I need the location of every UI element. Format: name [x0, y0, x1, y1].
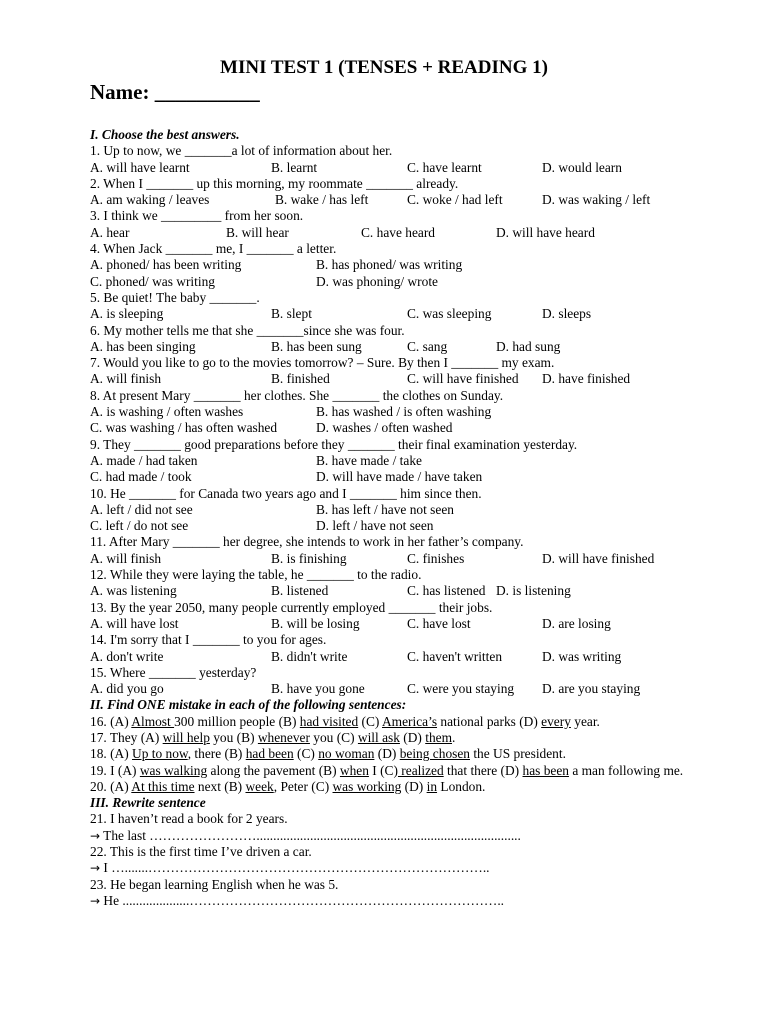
underlined-part-a: will help — [162, 729, 210, 745]
option-b: B. have you gone — [271, 681, 365, 697]
section-heading-choose: I. Choose the best answers. — [90, 127, 240, 142]
option-a: A. made / had taken — [90, 452, 198, 468]
mistake-sentence-17 — [90, 730, 760, 746]
option-c: C. was washing / has often washed — [90, 420, 278, 436]
option-d: D. are you staying — [542, 681, 641, 697]
answer-blank: He ....................…………………………………………………………….. — [103, 892, 505, 908]
option-d: D. washes / often washed — [316, 420, 453, 436]
underlined-part-a: was walking — [139, 762, 208, 778]
rewrite-prompt: 21. I haven’t read a book for 2 years. — [90, 811, 288, 827]
options-row — [90, 225, 760, 241]
sentence-text: you (C) — [309, 729, 358, 745]
option-b: B. listened — [271, 583, 329, 599]
underlined-part-a: At this time — [131, 778, 195, 794]
sentence-text: I (C) — [368, 762, 398, 778]
option-d: D. will have made / have taken — [316, 469, 483, 485]
options-row — [90, 160, 760, 176]
mistake-sentence-18 — [90, 746, 760, 762]
option-b: B. didn't write — [271, 648, 348, 664]
sentence-text: (C) — [358, 713, 382, 729]
test-content — [90, 127, 760, 909]
rewrite-answer-line — [90, 828, 760, 844]
option-a: A. left / did not see — [90, 501, 193, 517]
question-stem: 11. After Mary _______ her degree, she intends to work in her father’s company. — [90, 534, 524, 550]
option-c: C. left / do not see — [90, 518, 189, 534]
sentence-text: (D) — [401, 778, 427, 794]
underlined-part-b: week — [245, 778, 274, 794]
option-a: A. will have learnt — [90, 159, 190, 175]
rewrite-answer-line — [90, 860, 760, 876]
question-stem: 10. He _______ for Canada two years ago and I _______ him since then. — [90, 485, 482, 501]
underlined-part-c: no woman — [318, 746, 375, 762]
option-a: A. is sleeping — [90, 306, 164, 322]
option-d: D. have finished — [542, 371, 631, 387]
question-stem: 4. When Jack _______ me, I _______ a letter. — [90, 241, 337, 257]
answer-blank: The last ……………………............................................................................... — [103, 827, 521, 843]
arrow-right-icon: → — [90, 893, 101, 908]
options-row — [90, 339, 760, 355]
sentence-text: that there (D) — [443, 762, 523, 778]
question-stem: 13. By the year 2050, many people currently employed _______ their jobs. — [90, 599, 493, 615]
option-b: B. has phoned/ was writing — [316, 257, 463, 273]
sentence-text: 16. (A) — [90, 713, 132, 729]
option-a: A. did you go — [90, 681, 164, 697]
underlined-part-b: when — [339, 762, 369, 778]
options-row — [90, 420, 760, 436]
option-b: B. will be losing — [271, 615, 360, 631]
options-row — [90, 453, 760, 469]
option-a: A. will finish — [90, 371, 162, 387]
options-row — [90, 551, 760, 567]
option-b: B. has washed / is often washing — [316, 404, 492, 420]
underlined-part-b: whenever — [257, 729, 310, 745]
options-row — [90, 616, 760, 632]
name-field-label: Name: __________ — [90, 80, 260, 104]
sentence-text: along the pavement (B) — [207, 762, 340, 778]
sentence-text: (D) — [374, 746, 400, 762]
rewrite-prompt: 22. This is the first time I’ve driven a car. — [90, 844, 312, 860]
option-b: B. will hear — [226, 224, 289, 240]
option-b: B. is finishing — [271, 550, 347, 566]
option-c: C. have heard — [361, 224, 435, 240]
sentence-text: 20. (A) — [90, 778, 132, 794]
underlined-part-d: has been — [522, 762, 569, 778]
question-stem: 2. When I _______ up this morning, my roommate _______ already. — [90, 175, 459, 191]
options-row — [90, 404, 760, 420]
sentence-text: next (B) — [194, 778, 246, 794]
rewrite-answer-line — [90, 893, 760, 909]
option-b: B. wake / has left — [275, 192, 369, 208]
underlined-part-d: in — [426, 778, 438, 794]
question-stem: 9. They _______ good preparations before they _______ their final examination yesterday. — [90, 436, 578, 452]
options-row — [90, 583, 760, 599]
underlined-part-d: every — [541, 713, 571, 729]
sentence-text: year. — [570, 713, 600, 729]
option-c: C. was sleeping — [407, 306, 492, 322]
option-c: C. sang — [407, 338, 448, 354]
underlined-part-d: being chosen — [399, 746, 470, 762]
question-stem: 5. Be quiet! The baby _______. — [90, 289, 260, 305]
option-a: A. is washing / often washes — [90, 404, 244, 420]
underlined-part-a: Up to now — [132, 746, 188, 762]
options-row — [90, 371, 760, 387]
option-d: D. was waking / left — [542, 192, 651, 208]
mistake-sentence-16 — [90, 714, 760, 730]
option-d: D. will have heard — [496, 224, 595, 240]
option-b: B. finished — [271, 371, 330, 387]
underlined-part-b: had visited — [299, 713, 359, 729]
option-b: B. learnt — [271, 159, 318, 175]
sentence-text: the US president. — [469, 746, 566, 762]
options-row — [90, 502, 760, 518]
options-row — [90, 274, 760, 290]
option-d: D. sleeps — [542, 306, 592, 322]
option-d: D. left / have not seen — [316, 518, 434, 534]
options-row — [90, 649, 760, 665]
option-c: C. were you staying — [407, 681, 515, 697]
options-row — [90, 518, 760, 534]
sentence-text: , there (B) — [187, 746, 246, 762]
option-c: C. finishes — [407, 550, 465, 566]
mistake-sentence-19 — [90, 763, 760, 779]
sentence-text: (C) — [293, 746, 319, 762]
option-a: A. hear — [90, 224, 130, 240]
sentence-text: , Peter (C) — [273, 778, 333, 794]
sentence-text: (D) — [399, 729, 426, 745]
arrow-right-icon: → — [90, 828, 101, 843]
sentence-text: . — [452, 729, 456, 745]
option-a: A. will finish — [90, 550, 162, 566]
option-c: C. has listened — [407, 583, 486, 599]
underlined-part-c: will ask — [357, 729, 400, 745]
question-stem: 7. Would you like to go to the movies tomorrow? – Sure. By then I _______ my exam. — [90, 355, 555, 371]
option-c: C. woke / had left — [407, 192, 503, 208]
option-b: B. have made / take — [316, 452, 422, 468]
option-c: C. have learnt — [407, 159, 482, 175]
option-a: A. was listening — [90, 583, 177, 599]
question-stem: 1. Up to now, we _______a lot of information about her. — [90, 143, 393, 159]
question-stem: 14. I'm sorry that I _______ to you for ages. — [90, 632, 327, 648]
answer-blank: I ….......………………………………………………………………….. — [103, 860, 490, 876]
option-d: D. was phoning/ wrote — [316, 273, 438, 289]
arrow-right-icon: → — [90, 861, 101, 876]
option-c: C. will have finished — [407, 371, 519, 387]
options-row — [90, 257, 760, 273]
option-d: D. will have finished — [542, 550, 655, 566]
option-b: B. slept — [271, 306, 312, 322]
option-c: C. have lost — [407, 615, 471, 631]
question-stem: 3. I think we _________ from her soon. — [90, 208, 304, 224]
rewrite-prompt: 23. He began learning English when he was 5. — [90, 876, 339, 892]
option-b: B. has left / have not seen — [316, 501, 454, 517]
underlined-part-d: them — [425, 729, 453, 745]
option-a: A. will have lost — [90, 615, 179, 631]
underlined-part-b: had been — [245, 746, 294, 762]
option-d: D. had sung — [496, 338, 561, 354]
option-d: D. would learn — [542, 159, 622, 175]
option-c: C. phoned/ was writing — [90, 273, 215, 289]
page-title: MINI TEST 1 (TENSES + READING 1) — [220, 57, 548, 78]
option-c: C. had made / took — [90, 469, 192, 485]
sentence-text: 19. I (A) — [90, 762, 140, 778]
sentence-text: 18. (A) — [90, 746, 133, 762]
section-heading-find-mistake: II. Find ONE mistake in each of the following sentences: — [90, 697, 407, 713]
sentence-text: you (B) — [209, 729, 258, 745]
mistake-sentence-20 — [90, 779, 760, 795]
underlined-part-a: Almost — [131, 713, 175, 729]
underlined-part-c: was working — [332, 778, 402, 794]
question-stem: 15. Where _______ yesterday? — [90, 664, 257, 680]
underlined-part-c: America’s — [382, 713, 438, 729]
sentence-text: 300 million people (B) — [174, 713, 300, 729]
option-d: D. is listening — [496, 583, 571, 599]
options-row — [90, 306, 760, 322]
option-a: A. don't write — [90, 648, 164, 664]
option-d: D. was writing — [542, 648, 622, 664]
options-row — [90, 192, 760, 208]
option-b: B. has been sung — [271, 338, 362, 354]
question-stem: 6. My mother tells me that she _______since she was four. — [90, 322, 405, 338]
option-a: A. am waking / leaves — [90, 192, 210, 208]
option-a: A. phoned/ has been writing — [90, 257, 242, 273]
option-c: C. haven't written — [407, 648, 503, 664]
question-stem: 8. At present Mary _______ her clothes. She _______ the clothes on Sunday. — [90, 387, 504, 403]
sentence-text: national parks (D) — [437, 713, 542, 729]
sentence-text: 17. They (A) — [90, 729, 163, 745]
options-row — [90, 469, 760, 485]
question-stem: 12. While they were laying the table, he _______ to the radio. — [90, 567, 422, 583]
option-d: D. are losing — [542, 615, 611, 631]
options-row — [90, 681, 760, 697]
underlined-part-c: realized — [397, 762, 444, 778]
section-heading-rewrite: III. Rewrite sentence — [90, 795, 206, 811]
sentence-text: London. — [437, 778, 486, 794]
sentence-text: a man following me. — [568, 762, 684, 778]
option-a: A. has been singing — [90, 338, 196, 354]
